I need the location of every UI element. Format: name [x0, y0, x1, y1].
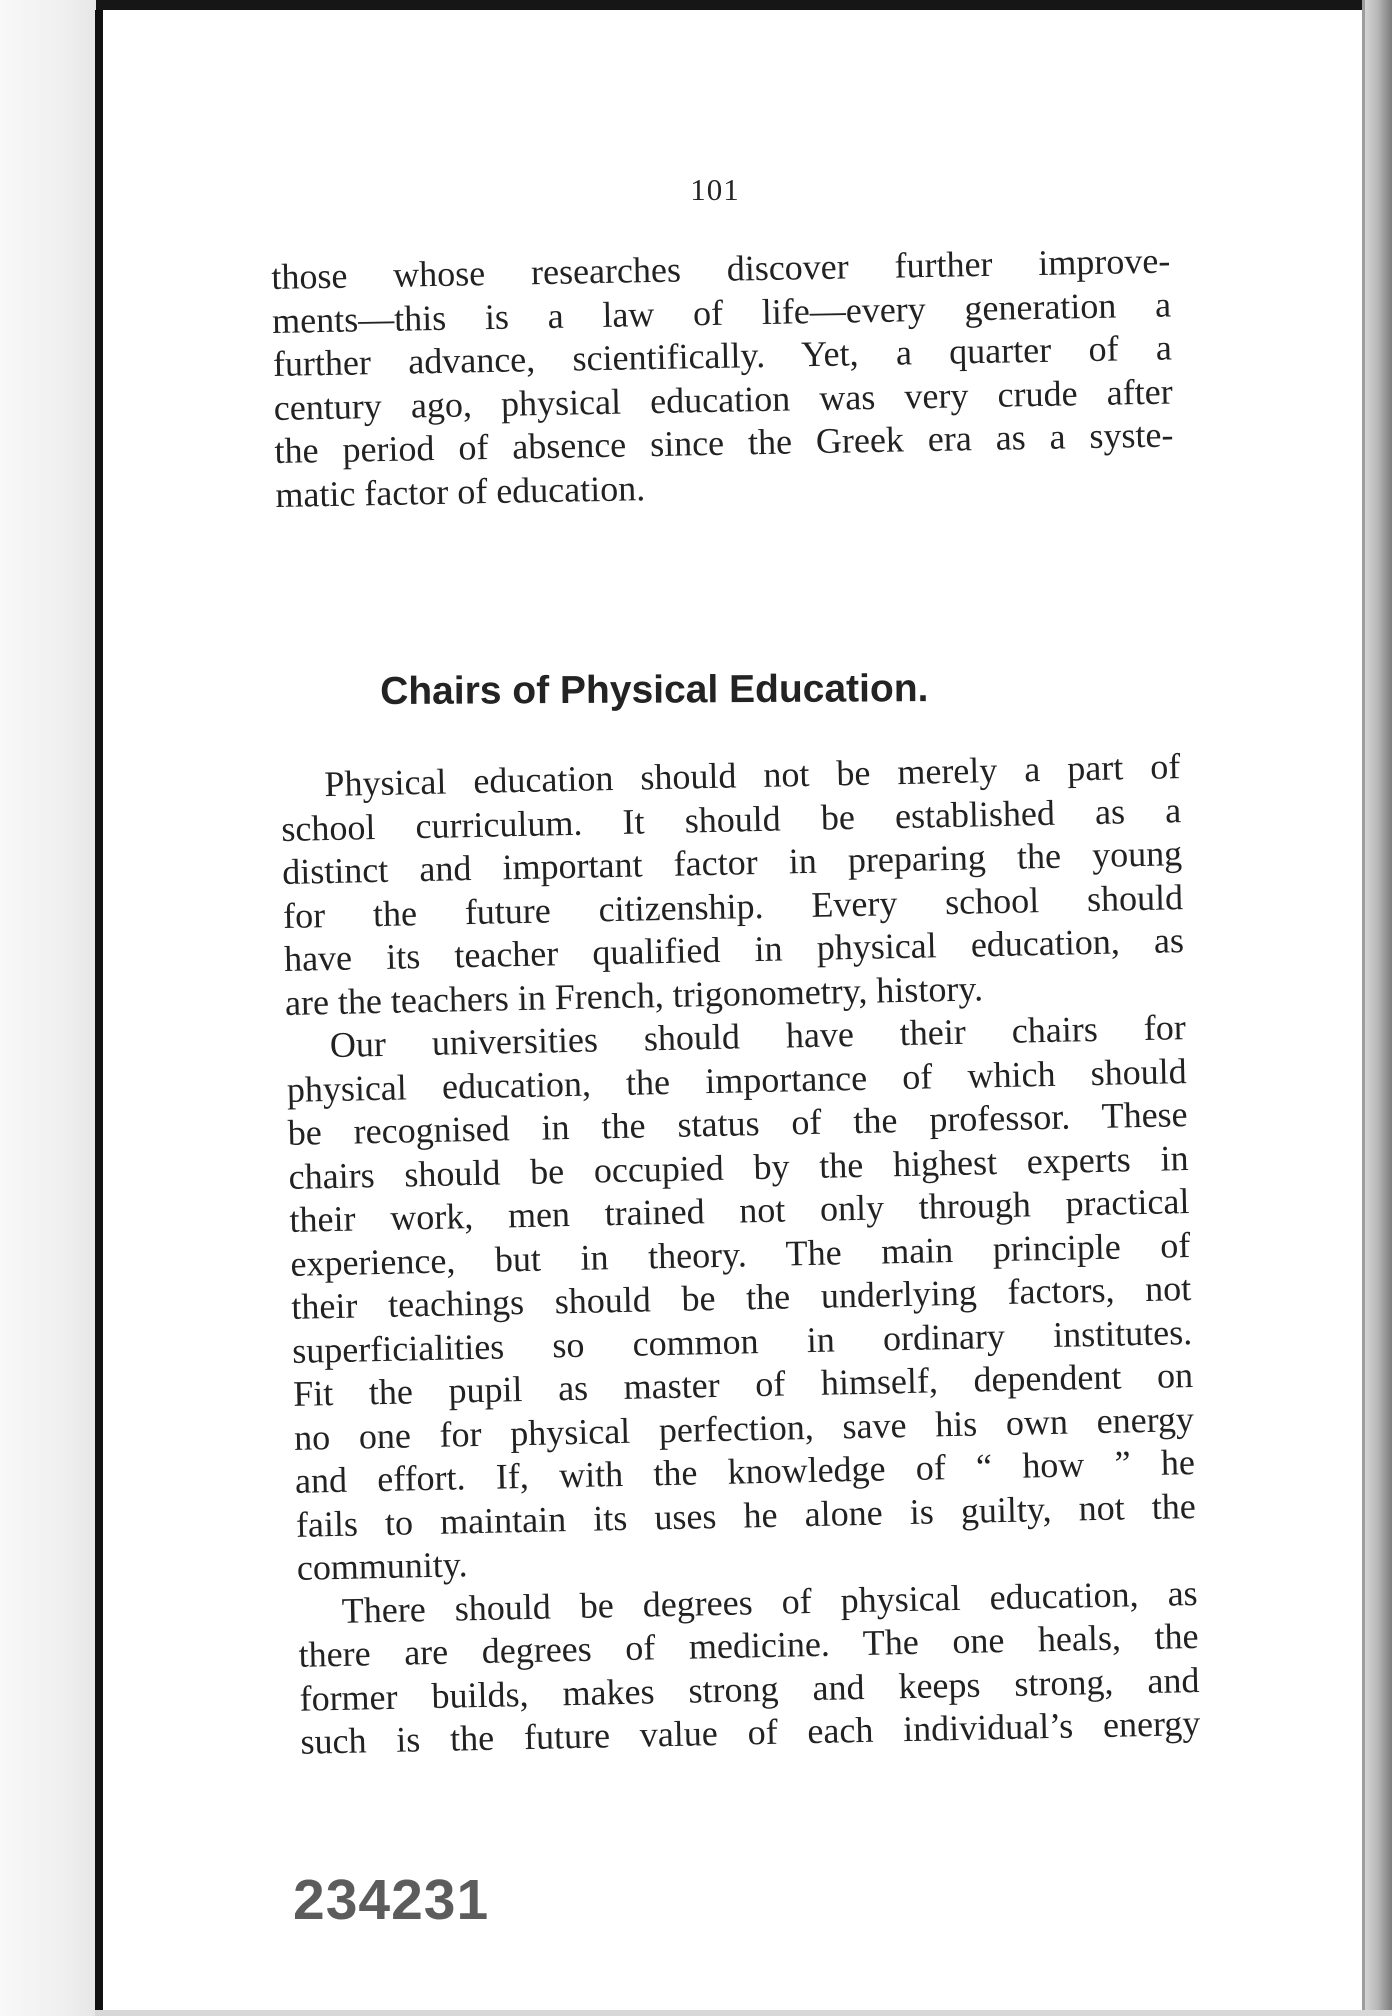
left-page-margin	[0, 0, 96, 2016]
intro-line-2: ments—this is a law of life—every generation a	[271, 284, 1172, 341]
section-body	[280, 745, 1201, 1764]
right-scan-shadow	[1365, 0, 1392, 2016]
paragraph-3-line-3: former builds, makes strong and keeps strong, and	[299, 1659, 1200, 1719]
left-binding-line	[95, 10, 103, 2016]
intro-paragraph	[271, 240, 1175, 517]
paragraph-2-line-8: superficialities so common in ordinary institutes.	[291, 1311, 1193, 1371]
stamped-number: 234231	[293, 1868, 490, 1932]
paragraph-2-line-5: their work, men trained not only through practical	[289, 1181, 1190, 1240]
intro-line-1: those whose researches discover further improve-	[271, 240, 1171, 297]
paragraph-1-line-2: school curriculum. It should be established as a	[280, 789, 1182, 849]
paragraph-2-line-13: community.	[296, 1544, 468, 1588]
page-number: 101	[690, 172, 740, 207]
paragraph-1-line-6: are the teachers in French, trigonometry, history.	[284, 967, 984, 1023]
paragraph-2-line-9: Fit the pupil as master of himself, dependent on	[292, 1355, 1194, 1414]
paragraph-2-line-12: fails to maintain its uses he alone is guilty, not the	[295, 1485, 1197, 1545]
intro-line-5: the period of absence since the Greek era as a syste-	[274, 414, 1174, 471]
paragraph-3-line-2: there are degrees of medicine. The one heals, the	[298, 1615, 1199, 1675]
paragraph-3-line-4: such is the future value of each individual’s energy	[300, 1702, 1201, 1762]
paragraph-2-line-7: their teachings should be the underlying factors, not	[290, 1268, 1192, 1327]
paragraph-2-line-1: Our universities should have their chairs for	[329, 1007, 1187, 1066]
bottom-scan-shadow	[95, 2010, 1392, 2016]
paragraph-3-line-1: There should be degrees of physical education, as	[341, 1572, 1198, 1631]
paragraph-2-line-10: no one for physical perfection, save his own energy	[293, 1398, 1195, 1458]
intro-line-3: further advance, scientifically. Yet, a quarter of a	[272, 327, 1173, 384]
section-heading: Chairs of Physical Education.	[380, 667, 929, 713]
paragraph-1-line-4: for the future citizenship. Every school should	[282, 876, 1184, 936]
paragraph-2-line-3: be recognised in the status of the professor. These	[287, 1094, 1188, 1153]
paragraph-2-line-4: chairs should be occupied by the highest experts in	[288, 1137, 1189, 1197]
intro-line-6: matic factor of education.	[275, 467, 646, 515]
paragraph-1-line-3: distinct and important factor in preparing the young	[281, 833, 1183, 892]
intro-line-4: century ago, physical education was very crude after	[273, 371, 1173, 428]
paragraph-1-line-1: Physical education should not be merely a part of	[324, 746, 1181, 805]
paragraph-1-line-5: have its teacher qualified in physical education, as	[283, 920, 1185, 979]
paragraph-2-line-2: physical education, the importance of which should	[286, 1050, 1188, 1110]
paragraph-2-line-11: and effort. If, with the knowledge of “ how ” he	[294, 1441, 1196, 1501]
top-scan-shadow	[0, 0, 1392, 10]
paragraph-2-line-6: experience, but in theory. The main principle of	[290, 1224, 1191, 1284]
